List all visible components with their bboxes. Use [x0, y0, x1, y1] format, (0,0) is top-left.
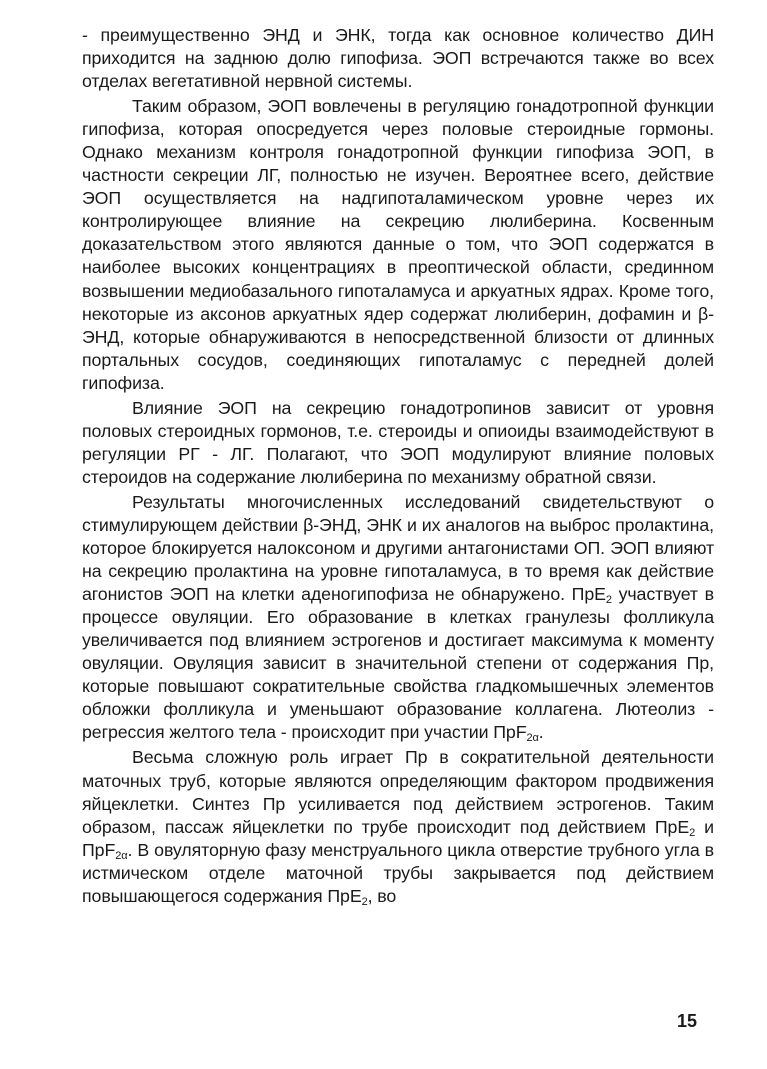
- subscript: 2α: [526, 732, 539, 745]
- paragraph-2: [82, 95, 714, 395]
- subscript: 2: [361, 895, 368, 908]
- paragraph-5: [82, 746, 714, 907]
- text-run: участвует в процессе овуляции. Его образование в клетках гранулезы фолликула увеличивается под влиянием эстрогенов и достигает максимума к моменту овуляции. Овуляция зависит в значительной степени от содержания Пр, которые повышают сократительные свойства гладкомышечных элементов обложки фолликула и уменьшают образование коллагена. Лютеолиз - регрессия желтого тела - происходит при участии ПрF: [82, 584, 714, 743]
- subscript: 2α: [115, 849, 128, 862]
- paragraph-1: [82, 24, 714, 93]
- page-number: 15: [676, 1011, 697, 1031]
- text-run: Весьма сложную роль играет Пр в сократительной деятельности маточных труб, которые являются определяющим фактором продвижения яйцеклетки. Синтез Пр усиливается под действием эстрогенов. Таким образом, пассаж яйцеклетки по трубе происходит под действием ПрЕ: [82, 747, 714, 837]
- paragraph-3: [82, 397, 714, 489]
- text-run: .: [538, 722, 544, 743]
- text-run: , во: [367, 885, 397, 906]
- text-run: . В овуляторную фазу менструального цикла отверстие трубного угла в истмическом отделе маточной трубы закрывается под действием повышающегося содержания ПрЕ: [82, 839, 714, 906]
- subscript: 2: [605, 594, 612, 607]
- text-run: Влияние ЭОП на секрецию гонадотропинов зависит от уровня половых стероидных гормонов, т.е. стероиды и опиоиды взаимодействуют в регуляции РГ - ЛГ. Полагают, что ЭОП модулируют влияние половых стероидов на содержание люлиберина по механизму обратной связи.: [82, 397, 714, 487]
- subscript: 2: [689, 826, 696, 839]
- text-run: - преимущественно ЭНД и ЭНК, тогда как основное количество ДИН приходится на заднюю долю гипофиза. ЭОП встречаются также во всех отделах вегетативной нервной системы.: [82, 25, 714, 92]
- text-run: и ПрF: [82, 816, 714, 860]
- text-run: Результаты многочисленных исследований свидетельствуют о стимулирующем действии β-ЭНД, ЭНК и их аналогов на выброс пролактина, которое блокируется налоксоном и другими антагонистами ОП. ЭОП влияют на секрецию пролактина на уровне гипоталамуса, в то время как действие агонистов ЭОП на клетки аденогипофиза не обнаружено. ПрЕ: [82, 491, 714, 605]
- body-text: [82, 24, 714, 908]
- paragraph-4: [82, 491, 714, 745]
- text-run: Таким образом, ЭОП вовлечены в регуляцию гонадотропной функции гипофиза, которая опосредуется через половые стероидные гормоны. Однако механизм контроля гонадотропной функции гипофиза ЭОП, в частности секреции ЛГ, полностью не изучен. Вероятнее всего, действие ЭОП осуществляется на надгипоталамическом уровне через их контролирующее влияние на секрецию люлиберина. Косвенным доказательством этого являются данные о том, что ЭОП содержатся в наиболее высоких концентрациях в преоптической области, срединном возвышении медиобазального гипоталамуса и аркуатных ядрах. Кроме того, некоторые из аксонов аркуатных ядер содержат люлиберин, дофамин и β-ЭНД, которые обнаруживаются в непосредственной близости от длинных портальных сосудов, соединяющих гипоталамус с передней долей гипофиза.: [82, 96, 714, 393]
